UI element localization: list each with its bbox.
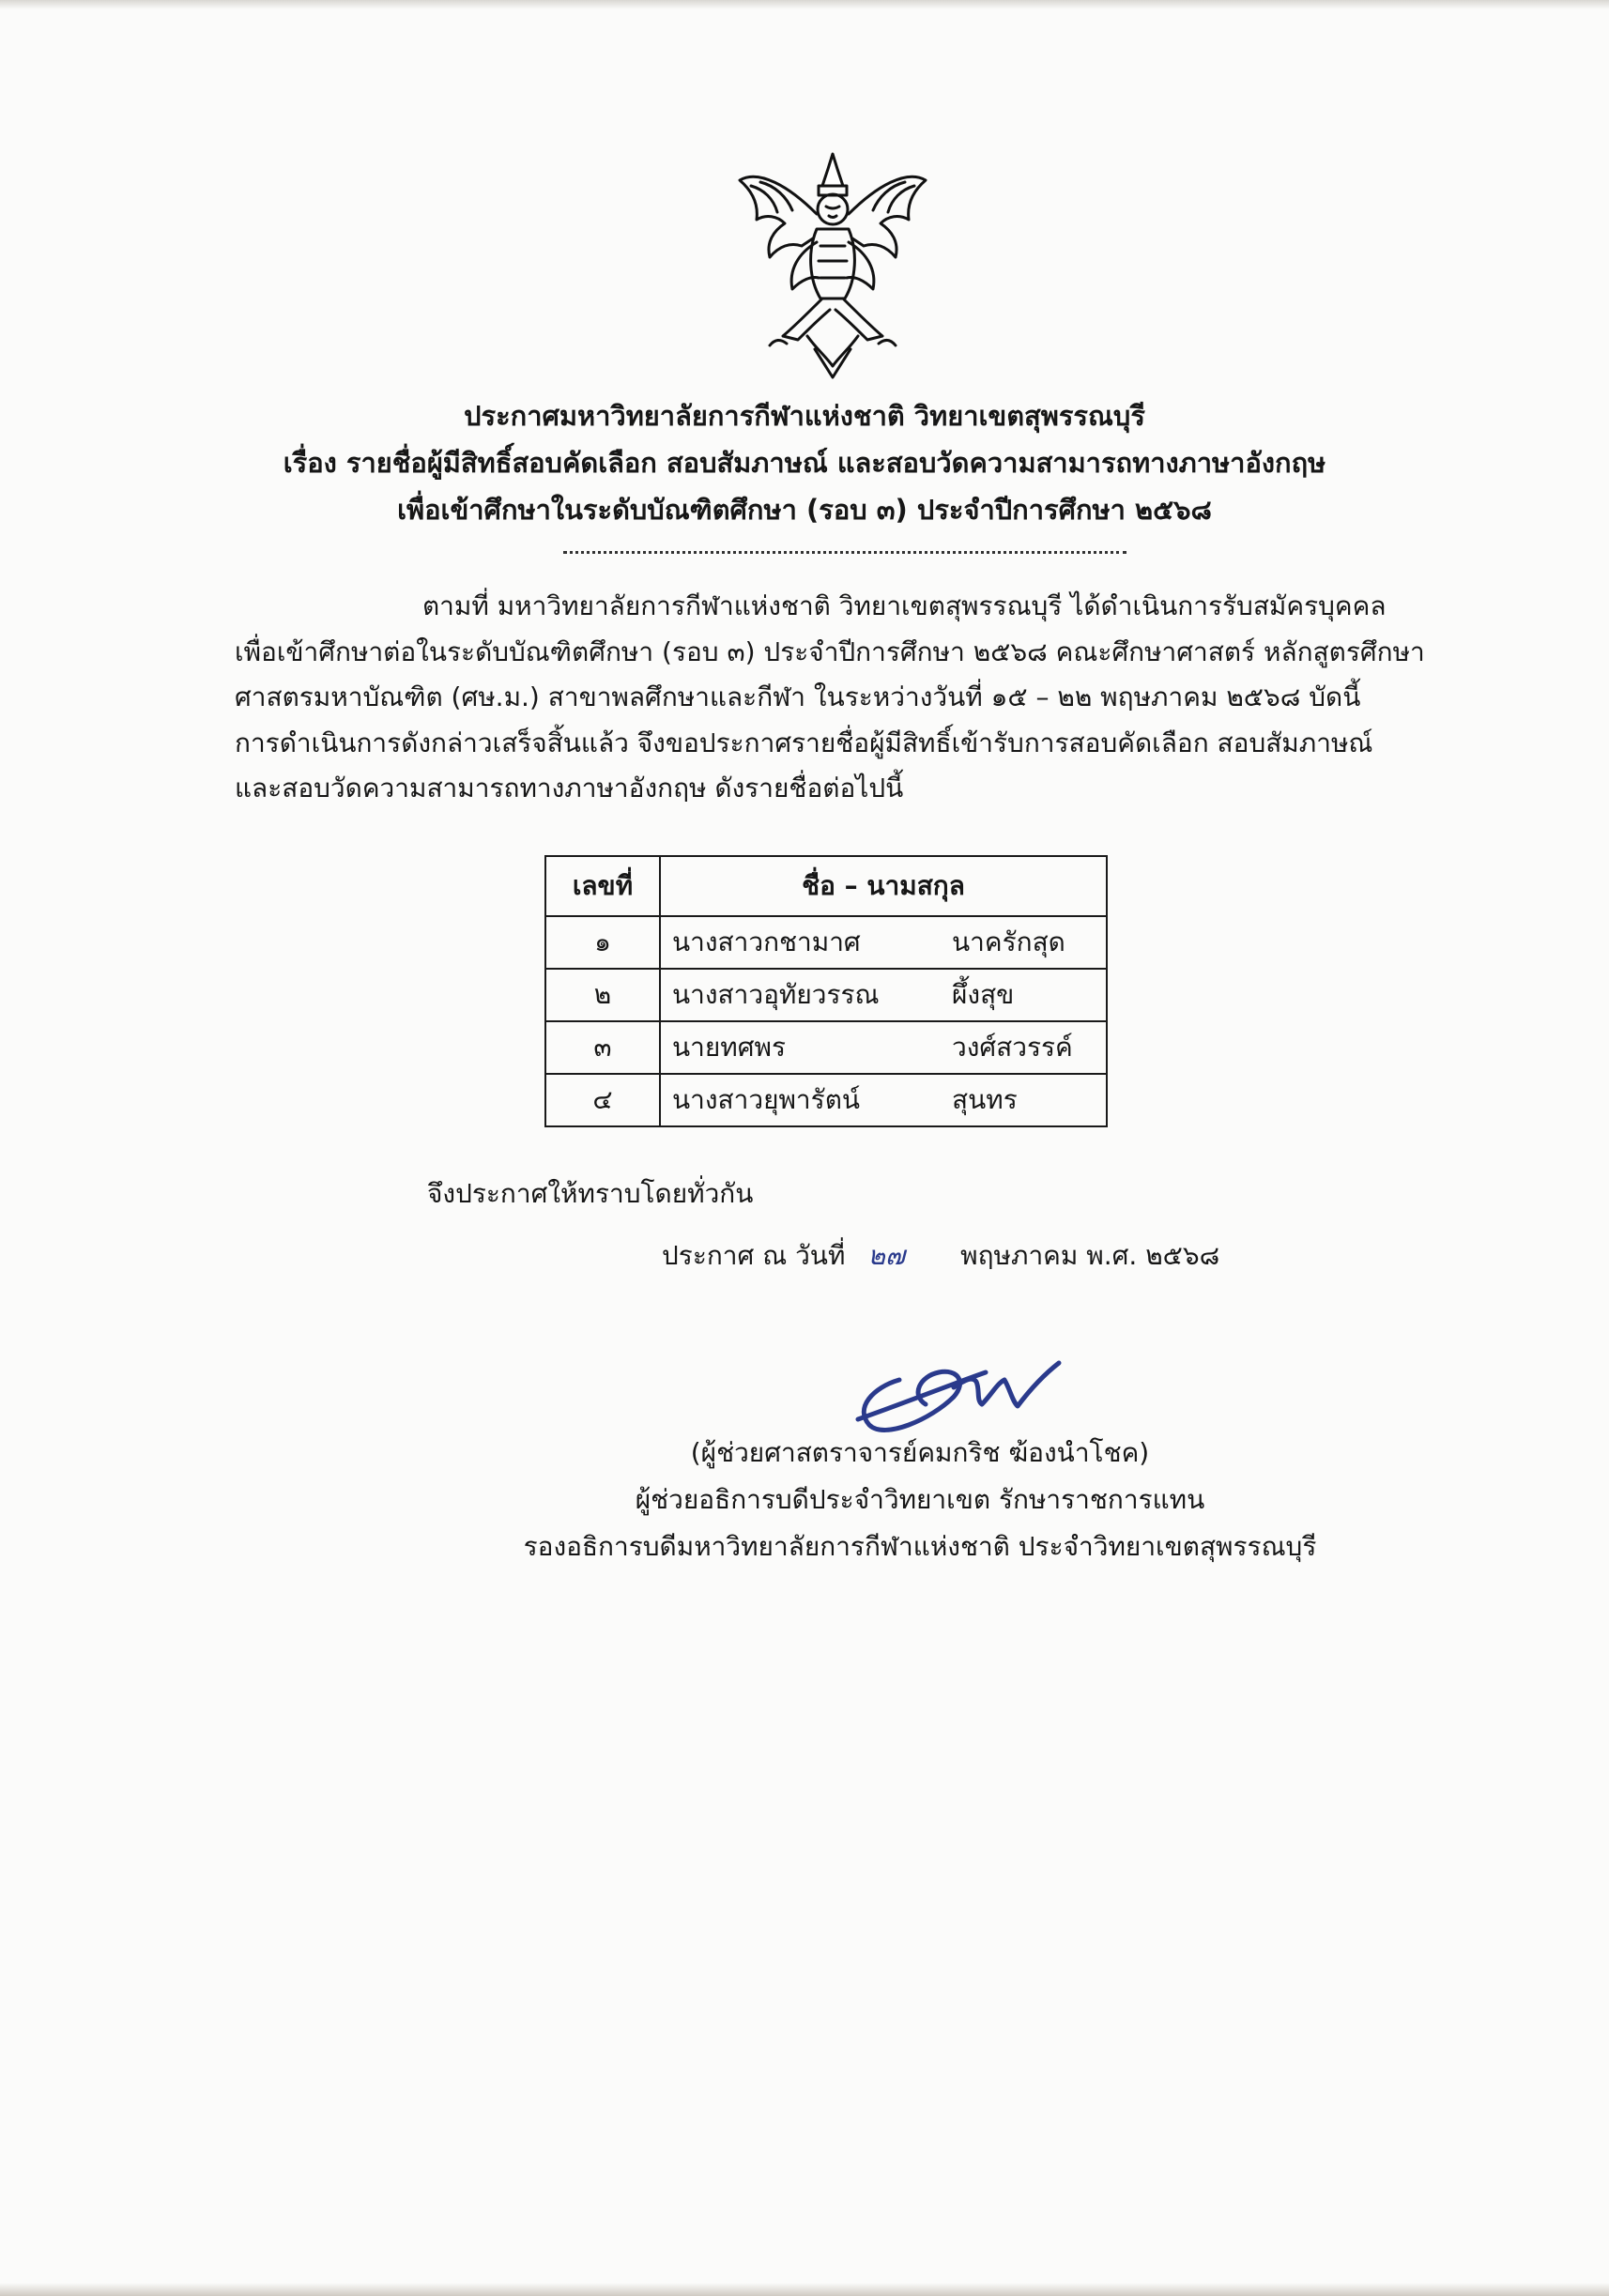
announcement-subject: เรื่อง รายชื่อผู้มีสิทธิ์สอบคัดเลือก สอบสัมภาษณ์ และสอบวัดความสามารถทางภาษาอังกฤษ (283, 447, 1326, 479)
announcement-title: ประกาศมหาวิทยาลัยการกีฬาแห่งชาติ วิทยาเขตสุพรรณบุรี (464, 400, 1145, 432)
table-header-row (545, 856, 1107, 916)
announcement-subject-cont: เพื่อเข้าศึกษาในระดับบัณฑิตศึกษา (รอบ ๓) ประจำปีการศึกษา ๒๕๖๘ (397, 494, 1212, 526)
first-name: นางสาวอุทัยวรรณ (672, 979, 880, 1010)
signatory-position-2: รองอธิการบดีมหาวิทยาลัยการกีฬาแห่งชาติ ประจำวิทยาเขตสุพรรณบุรี (523, 1531, 1317, 1562)
last-name: วงศ์สวรรค์ (952, 1032, 1073, 1063)
dotted-divider (563, 551, 1126, 554)
first-name: นางสาวยุพารัตน์ (672, 1084, 861, 1115)
row-number: ๔ (545, 1074, 660, 1126)
announcement-date (662, 1235, 1219, 1277)
table-row (545, 1074, 1107, 1126)
row-number: ๑ (545, 916, 660, 969)
body-line: ตามที่ มหาวิทยาลัยการกีฬาแห่งชาติ วิทยาเขตสุพรรณบุรี ได้ดำเนินการรับสมัครบุคคล (422, 590, 1387, 621)
signatory-name: (ผู้ช่วยศาสตราจารย์คมกริช ฆ้องนำโชค) (690, 1437, 1150, 1468)
announcement-header (188, 392, 1421, 533)
row-number: ๒ (545, 969, 660, 1021)
last-name: สุนทร (952, 1084, 1018, 1115)
last-name: นาครักสุด (952, 926, 1065, 957)
body-line: และสอบวัดความสามารถทางภาษาอังกฤษ ดังรายชื่อต่อไปนี้ (235, 773, 904, 804)
row-name (660, 1021, 1107, 1074)
candidate-table (544, 855, 1108, 1127)
row-name (660, 969, 1107, 1021)
garuda-emblem-icon (732, 148, 933, 383)
row-name (660, 1074, 1107, 1126)
closing-statement: จึงประกาศให้ทราบโดยทั่วกัน (427, 1178, 754, 1209)
announcement-body (235, 584, 1451, 812)
last-name: ผึ้งสุข (952, 979, 1015, 1010)
handwritten-signature (845, 1314, 1080, 1436)
first-name: นางสาวกชามาศ (672, 926, 861, 957)
first-name: นายทศพร (672, 1032, 786, 1063)
date-prefix: ประกาศ ณ วันที่ (662, 1240, 846, 1271)
table-row (545, 969, 1107, 1021)
column-header-number: เลขที่ (545, 856, 660, 916)
row-number: ๓ (545, 1021, 660, 1074)
handwritten-day: ๒๗ (867, 1240, 906, 1271)
date-month-year: พฤษภาคม พ.ศ. ๒๕๖๘ (960, 1240, 1220, 1271)
signatory-position: ผู้ช่วยอธิการบดีประจำวิทยาเขต รักษาราชการแทน (635, 1484, 1205, 1515)
body-line: ศาสตรมหาบัณฑิต (ศษ.ม.) สาขาพลศึกษาและกีฬา ในระหว่างวันที่ ๑๕ – ๒๒ พฤษภาคม ๒๕๖๘ บัดนี้ (235, 681, 1361, 712)
body-line: เพื่อเข้าศึกษาต่อในระดับบัณฑิตศึกษา (รอบ ๓) ประจำปีการศึกษา ๒๕๖๘ คณะศึกษาศาสตร์ หลักสูตรศึกษา (235, 635, 1425, 667)
table-row (545, 1021, 1107, 1074)
row-name (660, 916, 1107, 969)
signatory-block (432, 1430, 1408, 1570)
column-header-name: ชื่อ – นามสกุล (660, 856, 1107, 916)
table-row (545, 916, 1107, 969)
body-line: การดำเนินการดังกล่าวเสร็จสิ้นแล้ว จึงขอประกาศรายชื่อผู้มีสิทธิ์เข้ารับการสอบคัดเลือก สอบสัมภาษณ์ (235, 727, 1373, 758)
